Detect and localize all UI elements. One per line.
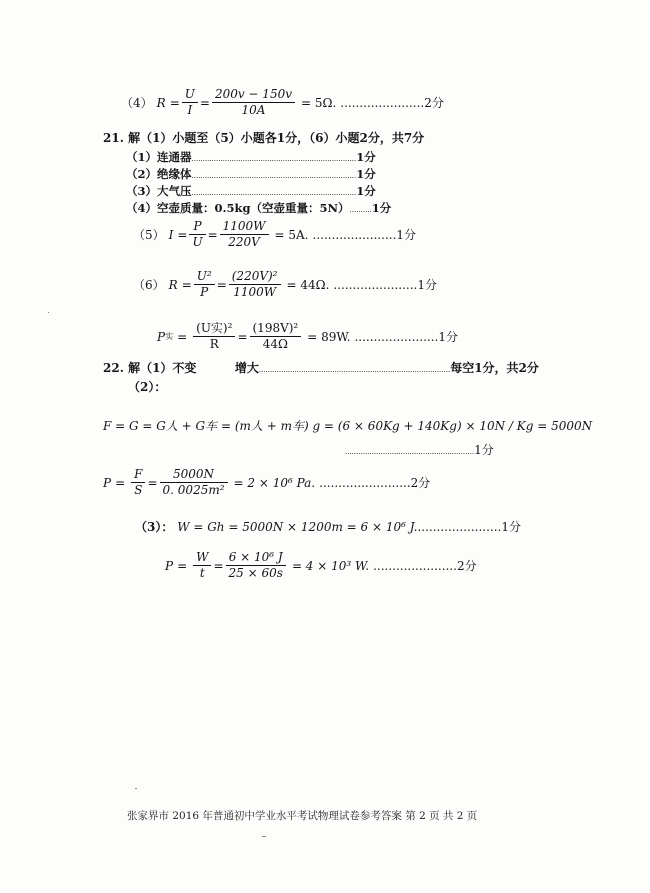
q22-force-score: ..........................................................1分 [345,443,494,457]
q21-item-2: （2）绝缘体..........................................................................1分 [126,167,376,181]
q21-part6-power-equation: P 实 = $\frac{\text{(U实)²}}{R}$ = $\frac{\text{(198V)²}}{44\Omega}$ = 89W. ...................... 1分 [157,321,459,351]
q21-part5-equation: （5） I = $\frac{P}{U}$ = $\frac{1100W}{220V}$ = 5A. ...................... 1分 [133,219,417,249]
scan-speck [48,312,49,313]
q21-item-1: （1）连通器..........................................................................1分 [126,150,376,164]
page-footer: 张家界市 2016 年普通初中学业水平考试物理试卷参考答案 第 2 页 共 2 页 [127,810,478,822]
q21-part6-equation: （6） R = $\frac{\text{U²}}{P}$ = $\frac{\text{(220V)²}}{1100W}$ = 44Ω. ...................... 1分 [133,269,437,299]
q22-pressure-equation: P = $\frac{F}{S}$ = $\frac{5000N}{\text{0. 0025m²}}$ = 2 × 10⁶ Pa. ........................ 2分 [103,467,431,497]
q22-part2-label: （2）： [128,380,167,394]
q21-item-4: （4）空壶质量：0.5kg（空壶重量：5N）..........1分 [126,201,392,215]
q21-header: 21. 解（1）小题至（5）小题各1分，（6）小题2分，共7分 [103,131,425,145]
q22-work-equation: （3）： W = Gh = 5000N × 1200m = 6 × 10⁶ J.......................1分 [135,520,521,534]
q20-part4-equation: （4） R = $\frac{U}{I}$ = $\frac{200v - 150v}{10A}$ = 5Ω. ...................... 2分 [121,87,444,117]
scan-speck [262,836,266,837]
q22-power-equation: P = $\frac{W}{t}$ = $\frac{\text{6 × 10⁶ J}}{25 \times 60s}$ = 4 × 10³ W. ...................... 2分 [165,550,477,580]
q22-header: 22. 解（1）不变 增大......................................................................................每空1分，共2分 [103,361,539,375]
q21-item-3: （3）大气压..........................................................................1分 [126,184,376,198]
scan-speck [135,788,137,789]
q22-force-equation: F = G = G人 + G车 = (m人 + m车) g = (6 × 60Kg + 140Kg) × 10N / Kg = 5000N [103,419,593,433]
